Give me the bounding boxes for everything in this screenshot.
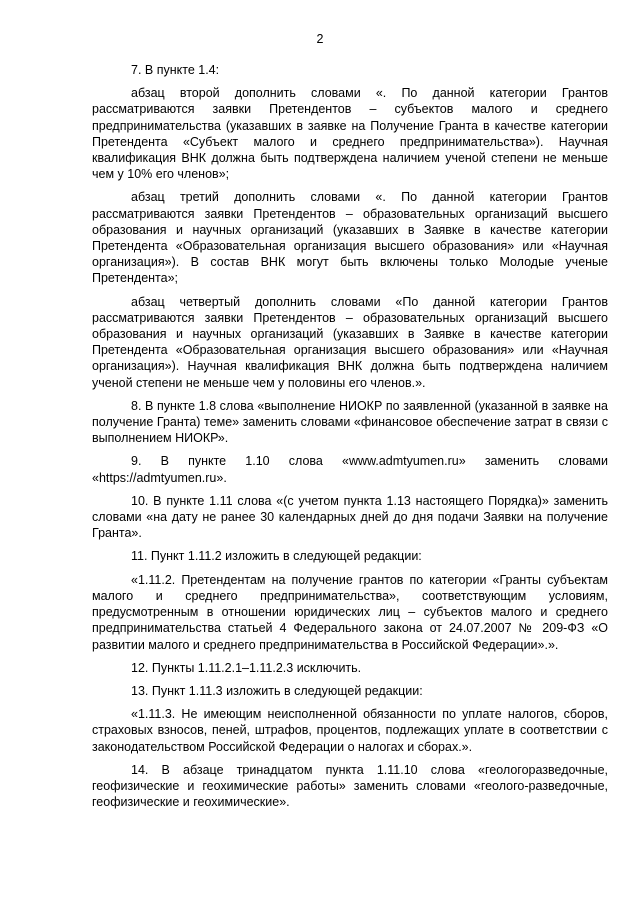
paragraph-item-12: 12. Пункты 1.11.2.1–1.11.2.3 исключить. [131, 660, 362, 675]
paragraph-item-11: 11. Пункт 1.11.2 изложить в следующей редакции: [131, 549, 422, 564]
paragraph-item-14: 14. В абзаце тринадцатом пункта 1.11.10 слова «геологоразведочные, геофизические и геохимические работы» заменить словами «геолого-разведочные, геофизические и геохимические». [92, 762, 608, 810]
paragraph-item-11-text: «1.11.2. Претендентам на получение грантов по категории «Гранты субъектам малого и среднего предпринимательства», соответствующим условиям, предусмотренным в отношении юридических лиц – субъектов малого и среднего предпринимательства статьей 4 Федерального закона от 24.07.2007 № 209-ФЗ «О развитии малого и среднего предпринимательства в Российской Федерации».». [92, 572, 608, 652]
paragraph-item-13: 13. Пункт 1.11.3 изложить в следующей редакции: [131, 683, 423, 698]
paragraph-item-8: 8. В пункте 1.8 слова «выполнение НИОКР по заявленной (указанной в заявке на получение Гранта) теме» заменить словами «финансовое обеспечение затрат в связи с выполнением НИОКР». [92, 398, 608, 446]
paragraph-item-7: 7. В пункте 1.4: [131, 63, 220, 77]
paragraph-abzac-2: абзац второй дополнить словами «. По данной категории Грантов рассматриваются заявки Претендентов – субъектов малого и среднего предпринимательства (указавших в заявке на Получение Гранта в качестве категории Претендента «Субъект малого и среднего предпринимательства»). Научная квалификация ВНК должна быть подтверждена наличием ученой степени не меньше чем у 10% его членов»; [92, 86, 608, 182]
paragraph-item-13-text: «1.11.3. Не имеющим неисполненной обязанности по уплате налогов, сборов, страховых взносов, пеней, штрафов, процентов, подлежащих уплате в соответствии с законодательством Российской Федерации о налогах и сборах.». [92, 707, 608, 754]
page-number: 2 [316, 32, 324, 46]
document-body [92, 62, 608, 817]
paragraph-item-10: 10. В пункте 1.11 слова «(с учетом пункта 1.13 настоящего Порядка)» заменить словами «на дату не ранее 30 календарных дней до дня подачи Заявки на получение Гранта». [92, 493, 608, 541]
paragraph-abzac-3: абзац третий дополнить словами «. По данной категории Грантов рассматриваются заявки Претендентов – образовательных организаций высшего образования и научных организаций (указавших в Заявке в качестве категории Претендента «Образовательная организация высшего образования» или «Научная организация»). В состав ВНК могут быть включены только Молодые ученые Претендента»; [92, 190, 608, 286]
paragraph-abzac-4: абзац четвертый дополнить словами «По данной категории Грантов рассматриваются заявки Претендентов – образовательных организаций высшего образования и научных организаций (указавших в Заявке в качестве категории Претендента «Образовательная организация высшего образования» или «Научная организация»). Научная квалификация ВНК должна быть подтверждена наличием ученой степени не меньше чем у половины его членов.». [92, 294, 608, 390]
paragraph-item-9: 9. В пункте 1.10 слова «www.admtyumen.ru» заменить словами «https://admtyumen.ru». [92, 454, 608, 485]
